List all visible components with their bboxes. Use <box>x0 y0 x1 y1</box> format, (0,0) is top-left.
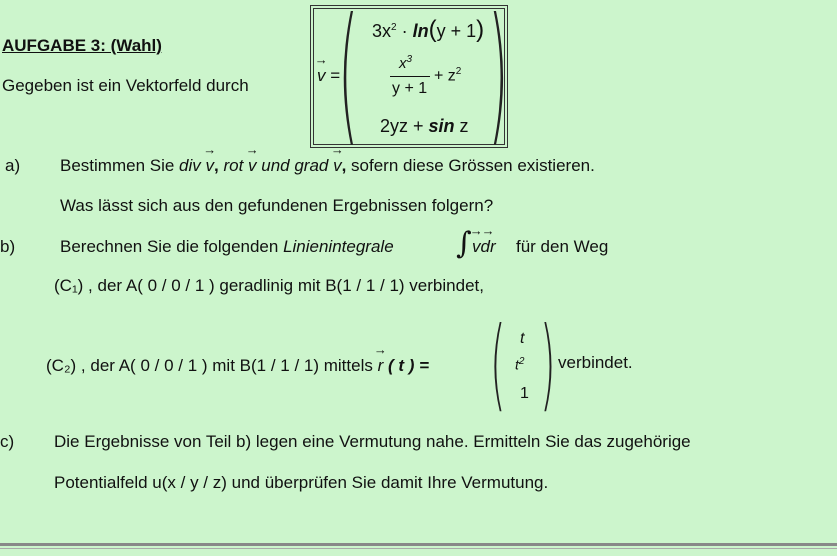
vector-v-symbol: → v <box>317 66 326 86</box>
part-c-line-1: Die Ergebnisse von Teil b) legen eine Vermutung nahe. Ermitteln Sie das zugehörige <box>54 432 691 451</box>
part-a-line-2: Was lässt sich aus den gefundenen Ergebnissen folgern? <box>60 196 494 215</box>
bottom-divider <box>0 543 837 546</box>
part-c-line-2: Potentialfeld u(x / y / z) und überprüfen Sie damit Ihre Vermutung. <box>54 473 549 492</box>
rt-left-paren: ( <box>490 305 506 422</box>
field-row-1: $3x^2 \cdot \ln(y + 1)$ <box>372 16 485 43</box>
part-a-line-1: Bestimmen Sie div → v, rot → v und grad → v, sofern diese Grössen existieren. <box>60 156 595 176</box>
part-c-label: c) <box>0 432 15 451</box>
intro-text: Gegeben ist ein Vektorfeld durch <box>2 76 249 95</box>
field-right-paren: ) <box>488 0 509 161</box>
rt-row-3: 1 <box>520 385 529 402</box>
field-row-2-numerator: $x^3$ <box>399 54 413 72</box>
rt-right-paren: ) <box>540 305 556 422</box>
task-title: AUFGABE 3: (Wahl) <box>2 36 162 55</box>
path-c2: (C₂) , der A( 0 / 0 / 1 ) mit B(1 / 1 / 1) mittels → r ( t ) = <box>46 356 429 376</box>
part-a-label: a) <box>5 156 21 175</box>
integral-sign: ∫ <box>456 226 472 261</box>
rt-row-2: $t^2$ <box>515 356 525 373</box>
part-b-line-1-end: für den Weg <box>516 237 609 256</box>
field-fraction-line <box>390 76 430 77</box>
field-row-2-denominator: y + 1 <box>392 80 428 97</box>
field-row-3: 2yz + sin z <box>380 116 469 136</box>
rt-row-1: t <box>520 330 525 347</box>
integrand: → v→ dr <box>472 237 496 257</box>
part-b-line-1: Berechnen Sie die folgenden Linienintegrale <box>60 237 394 256</box>
field-row-2-plus: + $z^2$ <box>434 66 462 85</box>
field-left-paren: ( <box>338 0 359 161</box>
part-b-label: b) <box>0 237 16 256</box>
path-c2-end: verbindet. <box>558 353 633 372</box>
bottom-divider-thin <box>0 548 837 549</box>
field-lhs: → v = <box>317 66 340 86</box>
path-c1: (C₁) , der A( 0 / 0 / 1 ) geradlinig mit B(1 / 1 / 1) verbindet, <box>54 276 484 295</box>
